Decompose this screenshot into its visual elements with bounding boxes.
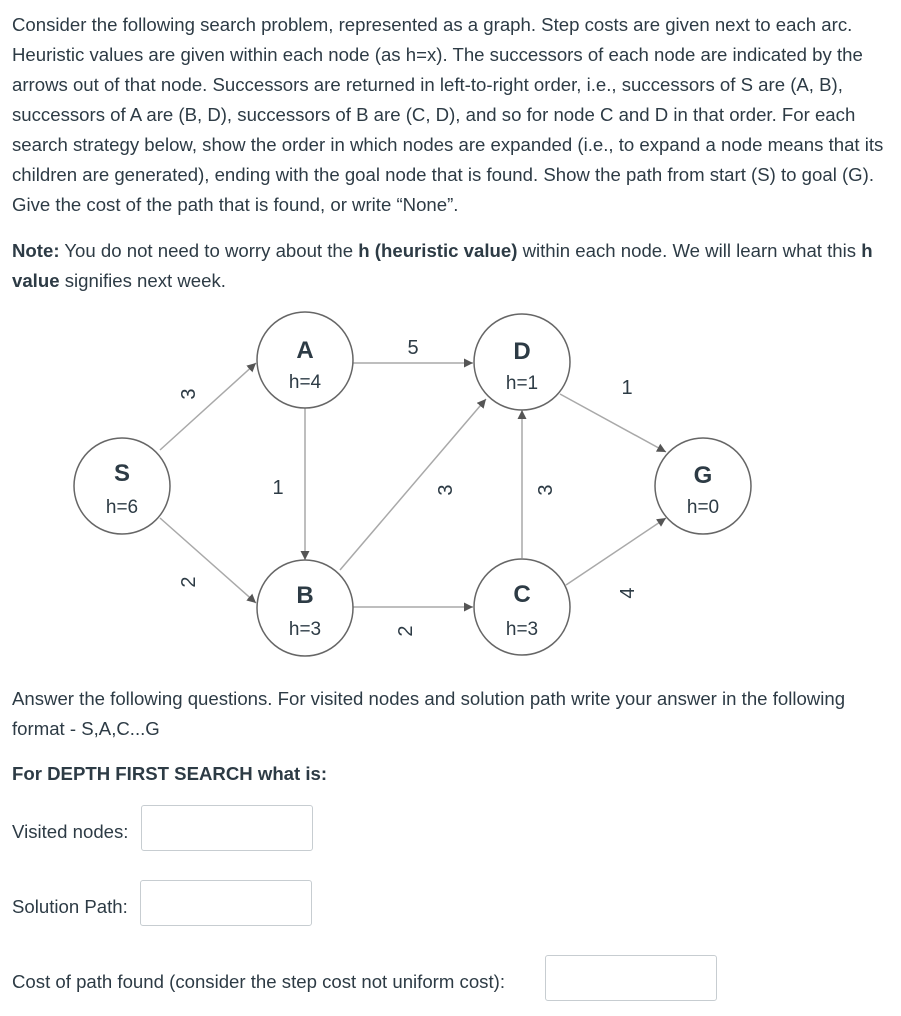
node-d-label: D <box>513 338 531 365</box>
note-bold-2: h value <box>12 240 873 291</box>
edge-label-c-g: 4 <box>617 587 639 599</box>
node-c-label: C <box>513 581 531 608</box>
node-d <box>474 314 570 410</box>
edge-label-s-a: 3 <box>178 388 200 400</box>
edge-label-c-d: 3 <box>535 484 557 496</box>
edge-label-b-d: 3 <box>435 484 457 496</box>
node-s-h: h=6 <box>105 497 139 518</box>
solution-path-label: Solution Path: <box>12 896 128 917</box>
note-paragraph <box>12 236 890 296</box>
solution-path-input[interactable] <box>140 880 312 926</box>
path-cost-label: Cost of path found (consider the step cost not uniform cost): <box>12 971 505 992</box>
note-text-1: You do not need to worry about the <box>59 240 359 261</box>
problem-description: Consider the following search problem, represented as a graph. Step costs are given next to each arc. Heuristic values are given within each node (as h=x). The successors of each node are indicated by the arrows out of that node. Successors are returned in left-to-right order, i.e., successors of S are (A, B), successors of A are (B, D), successors of B are (C, D), and so for node C and D in that order. For each search strategy below, show the order in which nodes are expanded (i.e., to expand a node means that its children are generated), ending with the goal node that is found. Show the path from start (S) to goal (G). Give the cost of the path that is found, or write “None”. <box>12 14 884 215</box>
edge-label-b-c: 2 <box>395 625 417 637</box>
node-g-h: h=0 <box>686 497 720 518</box>
edge-s-a <box>160 363 256 450</box>
node-a-label: A <box>296 337 314 364</box>
note-bold-1: h (heuristic value) <box>358 240 518 261</box>
node-b <box>257 560 353 656</box>
edge-label-a-d: 5 <box>407 337 419 359</box>
node-b-label: B <box>296 582 314 609</box>
edge-label-s-b: 2 <box>178 576 200 588</box>
visited-nodes-input[interactable] <box>141 805 313 851</box>
node-s <box>74 438 170 534</box>
node-s-label: S <box>113 460 131 487</box>
node-g-label: G <box>693 462 713 489</box>
edge-d-g <box>560 394 666 452</box>
edge-label-d-g: 1 <box>621 377 633 399</box>
dfs-heading: For DEPTH FIRST SEARCH what is: <box>12 763 328 784</box>
node-b-h: h=3 <box>288 619 322 640</box>
edge-label-a-b: 1 <box>272 477 284 499</box>
node-d-h: h=1 <box>505 373 539 394</box>
edge-c-g <box>566 518 666 585</box>
node-a <box>257 312 353 408</box>
path-cost-input[interactable] <box>545 955 717 1001</box>
node-a-h: h=4 <box>288 372 322 393</box>
node-c <box>474 559 570 655</box>
edge-b-d <box>340 399 486 570</box>
answer-instructions: Answer the following questions. For visited nodes and solution path write your answer in the following format - S,A,C...G <box>12 688 846 739</box>
edge-s-b <box>160 518 256 603</box>
node-c-h: h=3 <box>505 619 539 640</box>
note-text-2: within each node. We will learn what this <box>517 240 862 261</box>
search-graph <box>0 300 901 680</box>
node-g <box>655 438 751 534</box>
note-label: Note: <box>12 240 60 261</box>
visited-nodes-label: Visited nodes: <box>12 821 129 842</box>
note-text-3: signifies next week. <box>59 270 226 291</box>
